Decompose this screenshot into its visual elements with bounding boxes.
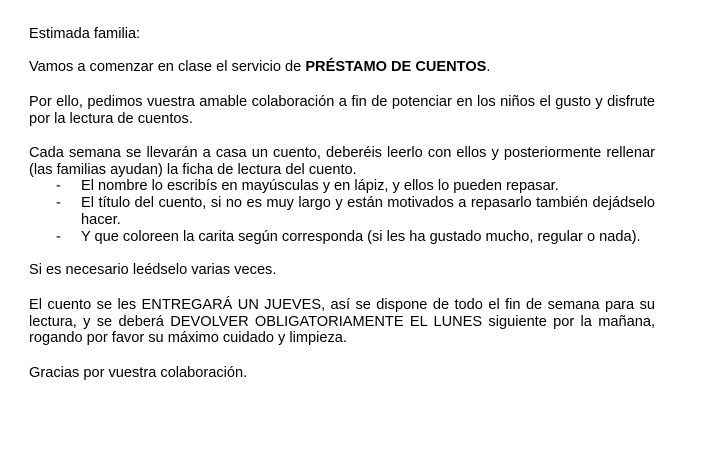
- intro-end: .: [486, 59, 491, 75]
- bullet-dash: -: [56, 195, 61, 211]
- purpose-paragraph: Por ello, pedimos vuestra amable colaboración a fin de potenciar en los niños el gusto y disfrute por la lectura de cuentos.: [29, 94, 655, 127]
- list-item: [29, 195, 655, 228]
- intro-text: Vamos a comenzar en clase el servicio de: [29, 59, 306, 75]
- list-item: [29, 178, 655, 195]
- thanks-line: Gracias por vuestra colaboración.: [29, 365, 248, 381]
- list-item: [29, 229, 655, 246]
- list-item-text: El nombre lo escribís en mayúsculas y en lápiz, y ellos lo pueden repasar.: [81, 178, 559, 194]
- loan-service-title: PRÉSTAMO DE CUENTOS: [305, 59, 487, 75]
- bullet-dash: -: [56, 178, 61, 194]
- reread-paragraph: Si es necesario leédselo varias veces.: [29, 262, 277, 278]
- list-item-text: Y que coloreen la carita según corresponda (si les ha gustado mucho, regular o nada).: [81, 228, 641, 245]
- instructions-list: [29, 178, 655, 246]
- weekly-paragraph: Cada semana se llevarán a casa un cuento, deberéis leerlo con ellos y posteriormente rellenar (las familias ayudan) la ficha de lectura del cuento.: [29, 145, 655, 178]
- list-item-text: El título del cuento, si no es muy largo y están motivados a repasarlo también dejádselo hacer.: [81, 195, 655, 228]
- intro-paragraph: [29, 59, 655, 76]
- greeting: Estimada familia:: [29, 26, 141, 42]
- schedule-paragraph: El cuento se les ENTREGARÁ UN JUEVES, así se dispone de todo el fin de semana para su lectura, y se deberá DEVOLVER OBLIGATORIAMENTE EL LUNES siguiente por la mañana, rogando por favor su máximo cuidado y limpieza.: [29, 297, 655, 346]
- bullet-dash: -: [56, 228, 61, 245]
